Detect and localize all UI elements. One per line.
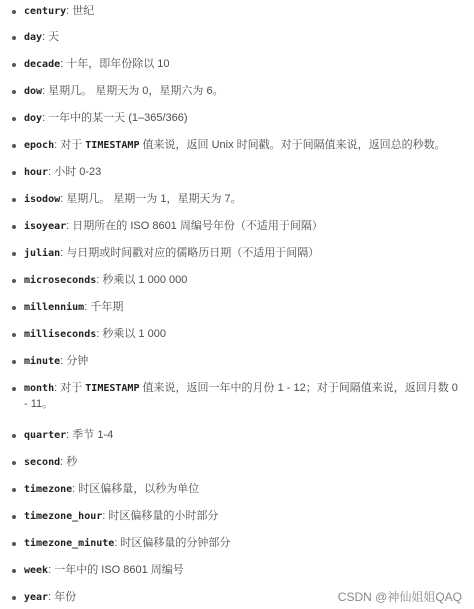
list-item-timezone-hour [0, 509, 460, 525]
description: : 秒乘以 1 000 000 [96, 274, 188, 286]
bullet [12, 63, 16, 67]
bullet [12, 36, 16, 40]
description: : 天 [42, 31, 60, 43]
bullet [12, 596, 16, 600]
description: : 对于 [54, 139, 86, 151]
bullet [12, 333, 16, 337]
bullet [12, 252, 16, 256]
description: 值来说，返回一年中的月份 1 - 12；对于间隔值来说，返回月数 0 - 11。 [24, 382, 458, 410]
description: : 时区偏移量的小时部分 [102, 510, 219, 522]
term: millennium [24, 302, 85, 313]
list-item-quarter [0, 428, 460, 444]
term: timezone_hour [24, 511, 103, 522]
bullet [12, 171, 16, 175]
list-item-millennium [0, 300, 460, 316]
list-item-epoch [0, 138, 460, 154]
term: month [24, 383, 55, 394]
term: isodow [24, 194, 61, 205]
description: : 秒乘以 1 000 [96, 328, 166, 340]
description: : 与日期或时间戳对应的儒略历日期（不适用于间隔） [60, 247, 320, 259]
list-item-isodow [0, 192, 460, 208]
bullet [12, 198, 16, 202]
term: dow [24, 86, 43, 97]
list-item-dow [0, 84, 460, 100]
term: week [24, 565, 49, 576]
description: : 秒 [60, 456, 78, 468]
term: microseconds [24, 275, 97, 286]
description: : 季节 1-4 [66, 429, 114, 441]
code-keyword: TIMESTAMP [85, 383, 140, 394]
list-item-minute [0, 354, 460, 370]
bullet [12, 225, 16, 229]
watermark: CSDN @神仙姐姐QAQ [337, 590, 462, 604]
list-item-milliseconds [0, 327, 460, 343]
term: day [24, 32, 43, 43]
bullet [12, 387, 16, 391]
list-item-microseconds [0, 273, 460, 289]
bullet [12, 542, 16, 546]
bullet [12, 306, 16, 310]
description: : 对于 [54, 382, 86, 394]
term: quarter [24, 430, 67, 441]
description: : 星期几。 星期天为 0，星期六为 6。 [42, 85, 224, 97]
term: timezone_minute [24, 538, 115, 549]
list-item-month [0, 381, 460, 412]
list-item-week [0, 563, 460, 579]
term: doy [24, 113, 43, 124]
description: : 年份 [48, 591, 77, 603]
description: : 小时 0-23 [48, 166, 102, 178]
bullet [12, 360, 16, 364]
term: isoyear [24, 221, 67, 232]
list-item-timezone [0, 482, 460, 498]
list-item-second [0, 455, 460, 471]
description: : 千年期 [84, 301, 124, 313]
list-item-isoyear [0, 219, 460, 235]
code-keyword: TIMESTAMP [85, 140, 140, 151]
list-item-day [0, 30, 460, 46]
term: hour [24, 167, 49, 178]
description: : 一年中的某一天 (1–365/366) [42, 112, 188, 124]
description: : 星期几。 星期一为 1，星期天为 7。 [60, 193, 242, 205]
term: second [24, 457, 61, 468]
list-item-decade [0, 57, 460, 73]
bullet [12, 569, 16, 573]
description: : 日期所在的 ISO 8601 周编号年份（不适用于间隔） [66, 220, 323, 232]
bullet [12, 279, 16, 283]
list-item-doy [0, 111, 460, 127]
description: : 一年中的 ISO 8601 周编号 [48, 564, 184, 576]
term: century [24, 6, 67, 17]
bullet [12, 488, 16, 492]
description: : 十年，即年份除以 10 [60, 58, 170, 70]
description: 值来说，返回 Unix 时间戳。对于间隔值来说，返回总的秒数。 [139, 139, 446, 151]
list-item-julian [0, 246, 460, 262]
bullet [12, 515, 16, 519]
term: year [24, 592, 49, 603]
term: decade [24, 59, 61, 70]
list-item-century [0, 4, 460, 20]
term: minute [24, 356, 61, 367]
bullet [12, 117, 16, 121]
bullet [12, 461, 16, 465]
term: julian [24, 248, 61, 259]
bullet [12, 10, 16, 14]
term: epoch [24, 140, 55, 151]
description: : 世纪 [66, 5, 95, 17]
bullet [12, 90, 16, 94]
description: : 时区偏移量，以秒为单位 [72, 483, 200, 495]
term: timezone [24, 484, 73, 495]
bullet [12, 144, 16, 148]
list-item-timezone-minute [0, 536, 460, 552]
description: : 时区偏移量的分钟部分 [114, 537, 231, 549]
list-item-hour [0, 165, 460, 181]
term: milliseconds [24, 329, 97, 340]
bullet [12, 434, 16, 438]
description: : 分钟 [60, 355, 89, 367]
